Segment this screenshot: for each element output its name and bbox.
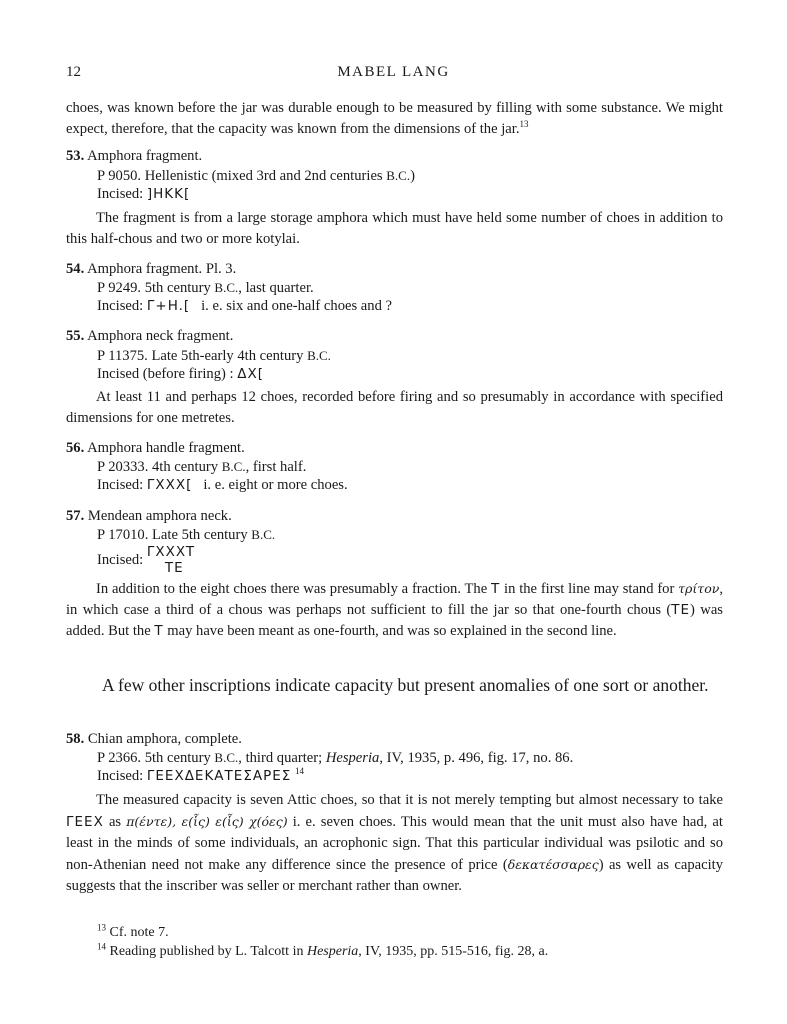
entry-57-inscription-lines: ΓXXXT TE (146, 544, 196, 576)
entry-53-title: 53. Amphora fragment. (66, 148, 203, 164)
entry-58-inscription: Incised: ΓΕΕΧΔΕΚΑΤΕΣΑΡΕΣ $^{14}$ (97, 766, 304, 784)
intro-paragraph: choes, was known before the jar was durable enough to be measured by filling with some substance. We might expect, therefore, that the capacity was known from the dimensions of the jar.$^{13}$ (66, 100, 723, 137)
entry-55-title: 55. Amphora neck fragment. (66, 328, 234, 344)
entry-55-inscription: Incised (before firing) : ΔX[ (97, 366, 264, 382)
running-head: MABEL LANG (337, 64, 450, 80)
footnote-13: $^{13}$ Cf. note 7. (97, 922, 169, 940)
entry-57-title: 57. Mendean amphora neck. (66, 508, 232, 524)
footnote-ref-14[interactable]: 14 (294, 766, 304, 777)
entry-54-title: 54. Amphora fragment. Pl. 3. (66, 261, 237, 277)
entry-53-commentary: The fragment is from a large storage amphora which must have held some number of choes in addition to this half-chous and two or more kotylai. (66, 210, 723, 247)
entry-56-catalog: P 20333. 4th century B.C., first half. (97, 459, 307, 475)
page-number: 12 (66, 64, 81, 80)
entry-54-catalog: P 9249. 5th century B.C., last quarter. (97, 280, 314, 296)
entry-56-title: 56. Amphora handle fragment. (66, 440, 245, 456)
entry-57-inscription: Incised: ΓXXXT TE (97, 544, 196, 576)
entry-57-commentary: In addition to the eight choes there was presumably a fraction. The T in the first line may stand for τρίτον, in which case a third of a chous was perhaps not sufficient to fill the jar so that one-fourth chous (TE) was added. But the T may have been meant as one-fourth, and was so explained in the second line. (66, 581, 724, 639)
footnote-ref-13[interactable]: 13 (519, 119, 529, 130)
entry-58-title: 58. Chian amphora, complete. (66, 731, 242, 747)
entry-54-inscription: Incised: Γ+H.[ i. e. six and one-half choes and ? (97, 298, 392, 314)
entry-55-catalog: P 11375. Late 5th-early 4th century B.C. (97, 348, 331, 364)
entry-53-inscription: Incised: ]HKK[ (97, 186, 191, 202)
entry-58-catalog: P 2366. 5th century B.C., third quarter; Hesperia, IV, 1935, p. 496, fig. 17, no. 86. (97, 750, 574, 766)
section-note: A few other inscriptions indicate capacity but present anomalies of one sort or another. (102, 675, 709, 695)
entry-57-catalog: P 17010. Late 5th century B.C. (97, 527, 276, 543)
entry-55-commentary: At least 11 and perhaps 12 choes, recorded before firing and so presumably in accordance with specified dimensions for one metretes. (66, 389, 723, 426)
entry-56-inscription: Incised: ΓXXX[ i. e. eight or more choes. (97, 477, 348, 493)
footnote-14: $^{14}$ Reading published by L. Talcott in Hesperia, IV, 1935, pp. 515-516, fig. 28, a. (97, 941, 549, 959)
entry-53-catalog: P 9050. Hellenistic (mixed 3rd and 2nd centuries B.C.) (97, 168, 415, 184)
entry-58-commentary: The measured capacity is seven Attic choes, so that it is not merely tempting but almost necessary to take ΓΕΕΧ as π(έντε), ε(ἷς) ε(ἷς) χ(όες) i. e. seven choes. This would mean that the unit must also have had, at least in the minds of some individuals, an acrophonic sign. That this particular individual was psilotic and so non-Athenian need not make any difference since the presence of price (δεκατέσσαρες) as well as capacity suggests that the inscriber was seller or merchant rather than owner. (66, 792, 723, 894)
